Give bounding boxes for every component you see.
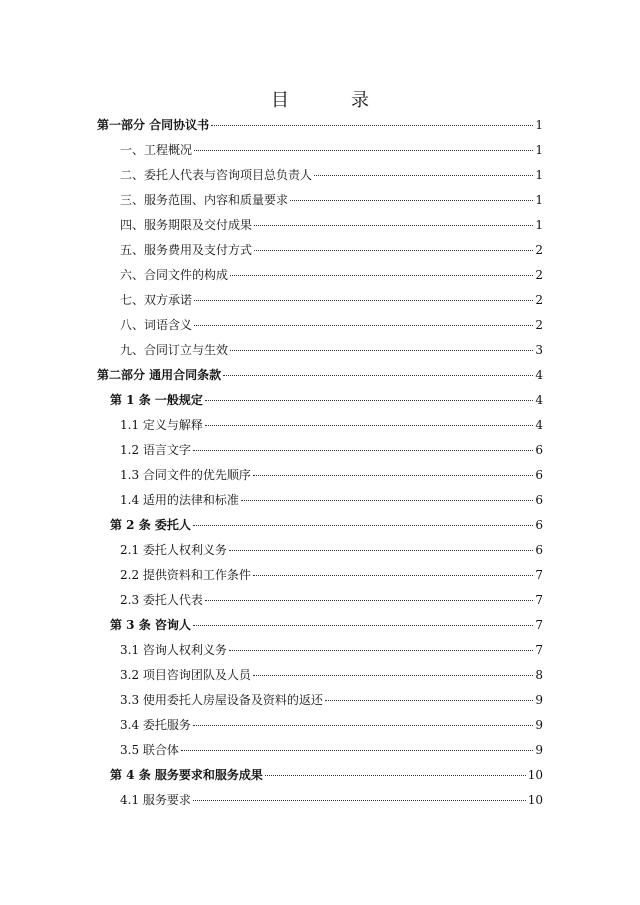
- toc-entry-page-number: 7: [535, 618, 543, 632]
- toc-dot-leader: [253, 563, 533, 576]
- toc-entry-page-number: 9: [535, 693, 543, 707]
- toc-entry[interactable]: [97, 115, 543, 135]
- toc-entry-page-number: 3: [535, 343, 543, 357]
- toc-dot-leader: [193, 713, 533, 726]
- toc-entry-label: 3.4 委托服务: [120, 718, 191, 732]
- toc-entry[interactable]: [120, 715, 543, 735]
- toc-entry-label: 三、服务范围、内容和质量要求: [120, 193, 289, 207]
- toc-entry-label: 3.3 使用委托人房屋设备及资料的返还: [120, 693, 323, 707]
- toc-entry-label: 二、委托人代表与咨询项目总负责人: [120, 168, 313, 182]
- toc-entry-page-number: 1: [535, 168, 543, 182]
- toc-entry-page-number: 6: [535, 493, 543, 507]
- toc-entry[interactable]: [110, 515, 543, 535]
- toc-entry-label: 4.1 服务要求: [120, 793, 191, 807]
- toc-entry[interactable]: [120, 315, 543, 335]
- toc-entry-label: 四、服务期限及交付成果: [120, 218, 253, 232]
- toc-entry-page-number: 6: [535, 518, 543, 532]
- toc-entry[interactable]: [120, 165, 543, 185]
- toc-entry-label: 七、双方承诺: [120, 293, 193, 307]
- toc-entry-label: 第 3 条 咨询人: [110, 618, 191, 632]
- toc-entry[interactable]: [120, 440, 543, 460]
- toc-dot-leader: [325, 688, 533, 701]
- toc-entry-label: 1.3 合同文件的优先顺序: [120, 468, 251, 482]
- toc-dot-leader: [205, 413, 533, 426]
- toc-entry[interactable]: [110, 765, 543, 785]
- toc-entry-page-number: 7: [535, 568, 543, 582]
- toc-entry[interactable]: [120, 240, 543, 260]
- toc-entry-page-number: 9: [535, 718, 543, 732]
- toc-entry-label: 第 1 条 一般规定: [110, 393, 203, 407]
- toc-dot-leader: [230, 263, 533, 276]
- toc-entry-page-number: 1: [535, 218, 543, 232]
- toc-entry-label: 一、工程概况: [120, 143, 193, 157]
- toc-entry-page-number: 6: [535, 543, 543, 557]
- toc-entry[interactable]: [120, 565, 543, 585]
- toc-dot-leader: [194, 138, 533, 151]
- toc-entry-page-number: 8: [535, 668, 543, 682]
- toc-entry-label: 第 2 条 委托人: [110, 518, 191, 532]
- toc-entry-page-number: 1: [535, 118, 543, 132]
- toc-entry-page-number: 10: [527, 768, 543, 782]
- toc-entry-page-number: 1: [535, 143, 543, 157]
- toc-dot-leader: [194, 288, 533, 301]
- toc-entry-page-number: 2: [535, 293, 543, 307]
- toc-entry[interactable]: [120, 190, 543, 210]
- toc-entry-label: 第 4 条 服务要求和服务成果: [110, 768, 263, 782]
- toc-dot-leader: [253, 463, 533, 476]
- toc-entry-label: 五、服务费用及支付方式: [120, 243, 253, 257]
- toc-dot-leader: [211, 113, 533, 126]
- toc-entry-page-number: 4: [535, 393, 543, 407]
- toc-entry[interactable]: [110, 390, 543, 410]
- toc-entry-page-number: 10: [527, 793, 543, 807]
- toc-entry-page-number: 7: [535, 643, 543, 657]
- toc-entry-label: 3.5 联合体: [120, 743, 179, 757]
- toc-dot-leader: [254, 238, 533, 251]
- toc-entry[interactable]: [110, 615, 543, 635]
- toc-dot-leader: [229, 538, 533, 551]
- toc-dot-leader: [193, 613, 533, 626]
- toc-entry-label: 九、合同订立与生效: [120, 343, 229, 357]
- toc-entry-page-number: 2: [535, 243, 543, 257]
- toc-entry[interactable]: [97, 365, 543, 385]
- toc-entry[interactable]: [120, 665, 543, 685]
- toc-entry-label: 2.3 委托人代表: [120, 593, 203, 607]
- toc-entry[interactable]: [120, 490, 543, 510]
- toc-entry-page-number: 7: [535, 593, 543, 607]
- toc-dot-leader: [193, 438, 533, 451]
- toc-entry-label: 六、合同文件的构成: [120, 268, 229, 282]
- toc-dot-leader: [193, 513, 533, 526]
- toc-dot-leader: [194, 313, 533, 326]
- toc-entry-page-number: 2: [535, 318, 543, 332]
- toc-entry[interactable]: [120, 290, 543, 310]
- toc-entry-label: 第二部分 通用合同条款: [97, 368, 222, 382]
- toc-entry[interactable]: [120, 340, 543, 360]
- toc-entry-page-number: 6: [535, 443, 543, 457]
- toc-title: 目 录: [271, 90, 391, 111]
- toc-dot-leader: [254, 213, 533, 226]
- toc-entry-label: 1.1 定义与解释: [120, 418, 203, 432]
- toc-entry-label: 2.1 委托人权利义务: [120, 543, 227, 557]
- toc-entry-page-number: 4: [535, 418, 543, 432]
- toc-dot-leader: [205, 388, 533, 401]
- toc-entry-page-number: 4: [535, 368, 543, 382]
- toc-dot-leader: [230, 338, 533, 351]
- toc-entry-label: 1.2 语言文字: [120, 443, 191, 457]
- toc-entry[interactable]: [120, 465, 543, 485]
- toc-entry[interactable]: [120, 790, 543, 810]
- toc-entry[interactable]: [120, 140, 543, 160]
- toc-entry-label: 第一部分 合同协议书: [97, 118, 210, 132]
- toc-entry[interactable]: [120, 690, 543, 710]
- toc-entry-label: 2.2 提供资料和工作条件: [120, 568, 251, 582]
- toc-entry-label: 3.1 咨询人权利义务: [120, 643, 227, 657]
- toc-entry-page-number: 6: [535, 468, 543, 482]
- toc-dot-leader: [223, 363, 533, 376]
- toc-entry-page-number: 9: [535, 743, 543, 757]
- toc-dot-leader: [193, 788, 526, 801]
- toc-entry[interactable]: [120, 415, 543, 435]
- toc-dot-leader: [241, 488, 533, 501]
- toc-dot-leader: [314, 163, 533, 176]
- toc-dot-leader: [290, 188, 533, 201]
- toc-entry[interactable]: [120, 265, 543, 285]
- toc-entry-label: 1.4 适用的法律和标准: [120, 493, 239, 507]
- toc-dot-leader: [265, 763, 526, 776]
- toc-entry-label: 八、词语含义: [120, 318, 193, 332]
- toc-dot-leader: [253, 663, 533, 676]
- toc-entry-page-number: 2: [535, 268, 543, 282]
- toc-entry[interactable]: [120, 740, 543, 760]
- toc-entry-label: 3.2 项目咨询团队及人员: [120, 668, 251, 682]
- toc-entry[interactable]: [120, 215, 543, 235]
- toc-entry[interactable]: [120, 640, 543, 660]
- toc-dot-leader: [181, 738, 533, 751]
- toc-entry-page-number: 1: [535, 193, 543, 207]
- toc-dot-leader: [205, 588, 533, 601]
- toc-entry[interactable]: [120, 540, 543, 560]
- toc-entry[interactable]: [120, 590, 543, 610]
- toc-dot-leader: [229, 638, 533, 651]
